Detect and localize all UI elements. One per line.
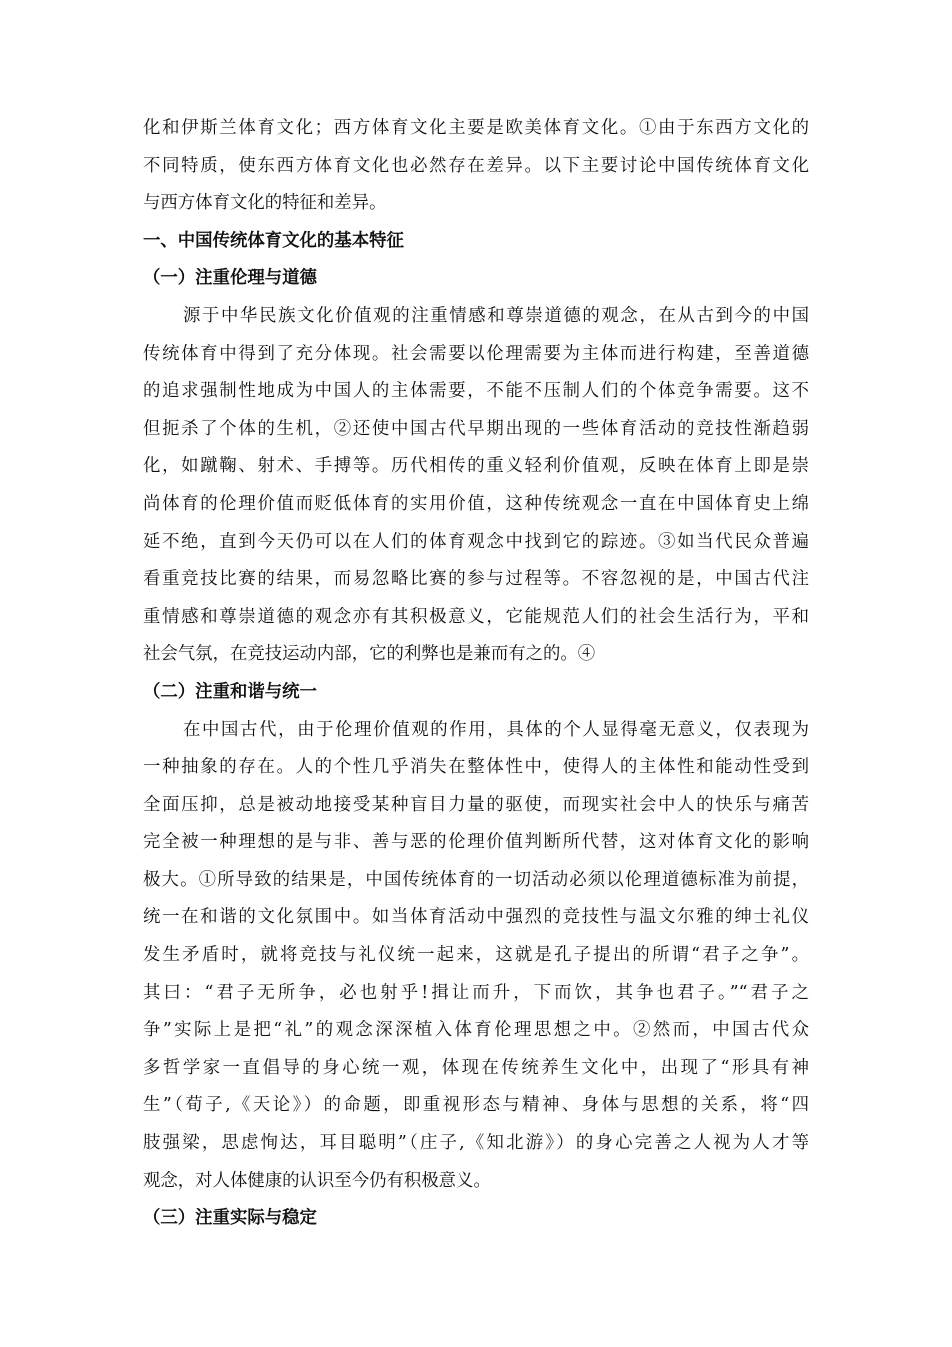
subsection-heading-2: （二）注重和谐与统一 (143, 681, 317, 702)
text-line: 在中国古代，由于伦理价值观的作用，具体的个人显得毫无意义，仅表现为 (183, 719, 809, 740)
text-line: 与西方体育文化的特征和差异。 (143, 193, 387, 214)
text-line: 的追求强制性地成为中国人的主体需要，不能不压制人们的个体竞争需要。这不 (143, 381, 809, 402)
text-line: 统一在和谐的文化氛围中。如当体育活动中强烈的竞技性与温文尔雅的绅士礼仪 (143, 907, 809, 928)
text-line: 极大。①所导致的结果是，中国传统体育的一切活动必须以伦理道德标准为前提， (143, 869, 809, 890)
text-line: 观念，对人体健康的认识至今仍有积极意义。 (143, 1170, 491, 1191)
paragraph-ethics (143, 298, 809, 674)
text-line: 全面压抑，总是被动地接受某种盲目力量的驱使，而现实社会中人的快乐与痛苦 (143, 794, 809, 815)
text-line: 化，如蹴鞠、射术、手搏等。历代相传的重义轻利价值观，反映在体育上即是崇 (143, 456, 809, 477)
text-line: 其曰：“君子无所争，必也射乎!揖让而升，下而饮，其争也君子。”“君子之 (143, 982, 809, 1003)
text-line: 源于中华民族文化价值观的注重情感和尊崇道德的观念，在从古到今的中国 (183, 305, 809, 326)
text-line: 重情感和尊崇道德的观念亦有其积极意义，它能规范人们的社会生活行为，平和 (143, 606, 809, 627)
section-heading: 一、中国传统体育文化的基本特征 (143, 230, 404, 251)
text-line: 生”（荀子,《天论》）的命题，即重视形态与精神、身体与思想的关系，将“四 (143, 1095, 809, 1116)
subsection-heading-3: （三）注重实际与稳定 (143, 1208, 317, 1229)
text-line: 化和伊斯兰体育文化；西方体育文化主要是欧美体育文化。①由于东西方文化的 (143, 118, 809, 138)
paragraph-intro-continued (143, 110, 809, 223)
text-line: 多哲学家一直倡导的身心统一观，体现在传统养生文化中，出现了“形具有神 (143, 1057, 809, 1078)
text-line: 社会气氛，在竞技运动内部，它的利弊也是兼而有之的。④ (143, 644, 596, 665)
paragraph-harmony (143, 712, 809, 1201)
text-line: 看重竞技比赛的结果，而易忽略比赛的参与过程等。不容忽视的是，中国古代注 (143, 569, 809, 590)
text-line: 一种抽象的存在。人的个性几乎消失在整体性中，使得人的主体性和能动性受到 (143, 757, 809, 778)
text-line: 争”实际上是把“礼”的观念深深植入体育伦理思想之中。②然而，中国古代众 (143, 1020, 809, 1041)
text-line: 但扼杀了个体的生机，②还使中国古代早期出现的一些体育活动的竞技性渐趋弱 (143, 418, 809, 439)
text-line: 完全被一种理想的是与非、善与恶的伦理价值判断所代替，这对体育文化的影响 (143, 832, 809, 853)
text-line: 肢强梁，思虑恂达，耳目聪明”（庄子,《知北游》）的身心完善之人视为人才等 (143, 1133, 809, 1154)
text-line: 不同特质，使东西方体育文化也必然存在差异。以下主要讨论中国传统体育文化 (143, 155, 809, 176)
text-line: 尚体育的伦理价值而贬低体育的实用价值，这种传统观念一直在中国体育史上绵 (143, 493, 809, 514)
text-line: 发生矛盾时，就将竞技与礼仪统一起来，这就是孔子提出的所谓“君子之争”。 (143, 945, 809, 966)
subsection-heading-1: （一）注重伦理与道德 (143, 268, 317, 289)
text-line: 传统体育中得到了充分体现。社会需要以伦理需要为主体而进行构建，至善道德 (143, 343, 809, 364)
text-line: 延不绝，直到今天仍可以在人们的体育观念中找到它的踪迹。③如当代民众普遍 (143, 531, 809, 552)
